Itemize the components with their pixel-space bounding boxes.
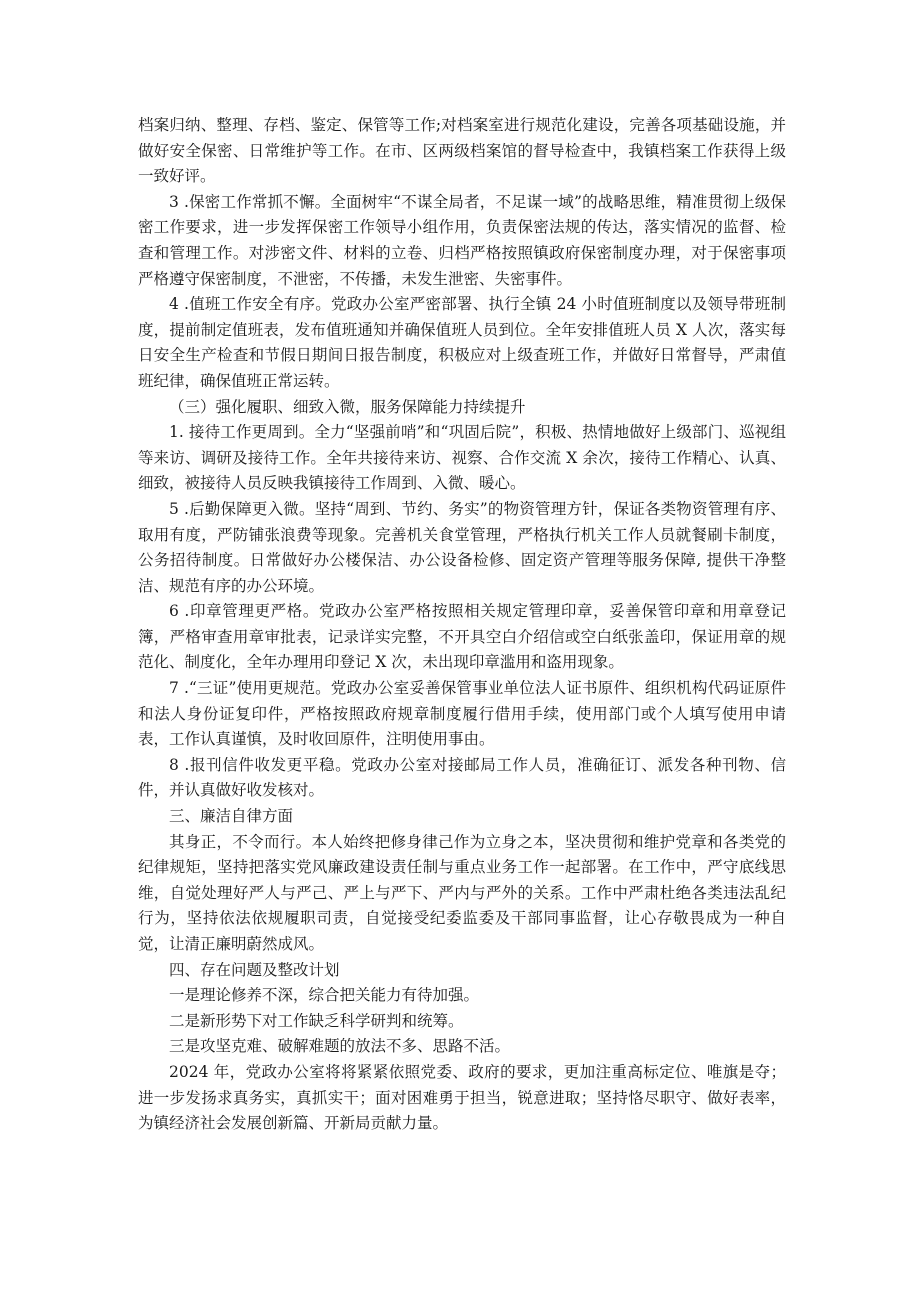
document-body bbox=[138, 113, 786, 1137]
paragraph-archives-continued: 档案归纳、整理、存档、鉴定、保管等工作;对档案室进行规范化建设，完善各项基础设施，并做好安全保密、日常维护等工作。在市、区两级档案馆的督导检查中，我镇档案工作获得上级一致好评。 bbox=[138, 116, 786, 186]
section-heading-problems: 四、存在问题及整改计划 bbox=[169, 960, 340, 979]
paragraph-problem-2: 二是新形势下对工作缺乏科学研判和统筹。 bbox=[169, 1011, 464, 1030]
paragraph-duty-work: 4 .值班工作安全有序。党政办公室严密部署、执行全镇 24 小时值班制度以及领导带班制度，提前制定值班表，发布值班通知并确保值班人员到位。全年安排值班人员 X 人次，落实每日安全生产检查和节假日期间日报告制度，积极应对上级查班工作，并做好日常督导，严肃值班纪律，确保值班正常运转。 bbox=[138, 295, 786, 390]
paragraph-problem-3: 三是攻坚克难、破解难题的放法不多、思路不活。 bbox=[169, 1037, 511, 1056]
paragraph-problem-1: 一是理论修养不深，综合把关能力有待加强。 bbox=[169, 986, 480, 1005]
paragraph-reception: 1. 接待工作更周到。全力“坚强前哨”和“巩固后院”，积极、热情地做好上级部门、巡视组等来访、调研及接待工作。全年共接待来访、视察、合作交流 X 余次，接待工作精心、认真、细致，被接待人员反映我镇接待工作周到、入微、暖心。 bbox=[138, 423, 786, 493]
paragraph-seal-management: 6 .印章管理更严格。党政办公室严格按照相关规定管理印章，妥善保管印章和用章登记簿，严格审查用章审批表，记录详实完整，不开具空白介绍信或空白纸张盖印，保证用章的规范化、制度化，全年办理用印登记 X 次，未出现印章滥用和盗用现象。 bbox=[138, 602, 786, 672]
subsection-heading-service: （三）强化履职、细致入微，服务保障能力持续提升 bbox=[169, 397, 526, 416]
paragraph-certificates: 7 .“三证”使用更规范。党政办公室妥善保管事业单位法人证书原件、组织机构代码证原件和法人身份证复印件，严格按照政府规章制度履行借用手续，使用部门或个人填写使用申请表，工作认真谨慎，及时收回原件，注明使用事由。 bbox=[138, 679, 786, 749]
paragraph-confidentiality: 3 .保密工作常抓不懈。全面树牢“不谋全局者，不足谋一域”的战略思维，精准贯彻上级保密工作要求，进一步发挥保密工作领导小组作用，负责保密法规的传达，落实情况的监督、检查和管理工作。对涉密文件、材料的立卷、归档严格按照镇政府保密制度办理，对于保密事项严格遵守保密制度，不泄密，不传播，未发生泄密、失密事件。 bbox=[138, 192, 786, 288]
paragraph-integrity: 其身正，不令而行。本人始终把修身律己作为立身之本，坚决贯彻和维护党章和各类党的纪律规矩，坚持把落实党风廉政建设责任制与重点业务工作一起部署。在工作中，严守底线思维，自觉处理好严人与严己、严上与严下、严内与严外的关系。工作中严肃杜绝各类违法乱纪行为，坚持依法依规履职司责，自觉接受纪委监委及干部同事监督，让心存敬畏成为一种自觉，让清正廉明蔚然成风。 bbox=[138, 832, 786, 953]
paragraph-plan-2024: 2024 年，党政办公室将将紧紧依照党委、政府的要求，更加注重高标定位、唯旗是夺；进一步发扬求真务实，真抓实干；面对困难勇于担当，锐意进取；坚持恪尽职守、做好表率，为镇经济社会发展创新篇、开新局贡献力量。 bbox=[138, 1062, 786, 1133]
paragraph-logistics: 5 .后勤保障更入微。坚持“周到、节约、务实”的物资管理方针，保证各类物资管理有序、取用有度，严防铺张浪费等现象。完善机关食堂管理，严格执行机关工作人员就餐刷卡制度，公务招待制度。日常做好办公楼保洁、办公设备检修、固定资产管理等服务保障, 提供干净整洁、规范有序的办公环境。 bbox=[138, 499, 786, 595]
section-heading-integrity: 三、廉洁自律方面 bbox=[169, 807, 294, 826]
paragraph-mail: 8 .报刊信件收发更平稳。党政办公室对接邮局工作人员，准确征订、派发各种刊物、信件，并认真做好收发核对。 bbox=[138, 755, 786, 800]
